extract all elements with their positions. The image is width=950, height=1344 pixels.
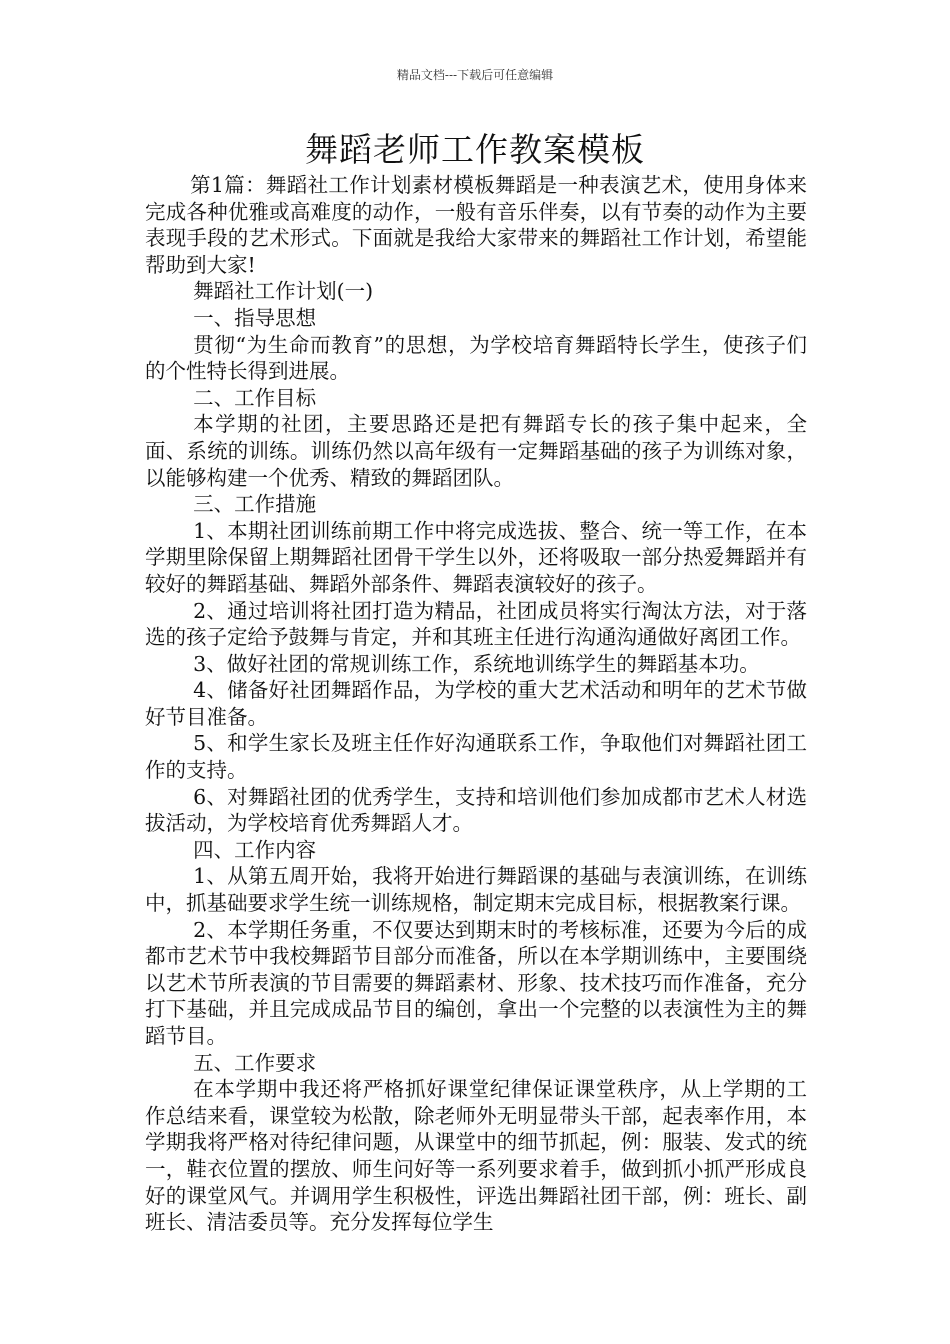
section-heading: 四、工作内容 — [193, 837, 317, 862]
document-body — [145, 172, 807, 1236]
list-item: 5、和学生家长及班主任作好沟通联系工作，争取他们对舞蹈社团工作的支持。 — [145, 731, 807, 783]
body-paragraph: 本学期的社团，主要思路还是把有舞蹈专长的孩子集中起来，全面、系统的训练。训练仍然以高年级有一定舞蹈基础的孩子为训练对象，以能够构建一个优秀、精致的舞蹈团队。 — [145, 412, 807, 490]
intro-paragraph: 第1篇：舞蹈社工作计划素材模板舞蹈是一种表演艺术，使用身体来完成各种优雅或高难度的动作，一般有音乐伴奏，以有节奏的动作为主要表现手段的艺术形式。下面就是我给大家带来的舞蹈社工作计划，希望能帮助到大家! — [145, 173, 807, 277]
list-item: 2、本学期任务重，不仅要达到期末时的考核标准，还要为今后的成都市艺术节中我校舞蹈节目部分而准备，所以在本学期训练中，主要围绕以艺术节所表演的节目需要的舞蹈素材、形象、技术技巧而作准备，充分打下基础，并且完成成品节目的编创，拿出一个完整的以表演性为主的舞蹈节目。 — [145, 917, 807, 1048]
list-item: 1、本期社团训练前期工作中将完成选拔、整合、统一等工作，在本学期里除保留上期舞蹈社团骨干学生以外，还将吸取一部分热爱舞蹈并有较好的舞蹈基础、舞蹈外部条件、舞蹈表演较好的孩子。 — [145, 518, 807, 596]
document-title: 舞蹈老师工作教案模板 — [305, 130, 645, 169]
list-item: 2、通过培训将社团打造为精品，社团成员将实行淘汰方法，对于落选的孩子定给予鼓舞与肯定，并和其班主任进行沟通沟通做好离团工作。 — [145, 598, 807, 650]
section-heading: 五、工作要求 — [193, 1050, 317, 1075]
section-heading: 二、工作目标 — [193, 385, 317, 410]
list-item: 6、对舞蹈社团的优秀学生，支持和培训他们参加成都市艺术人材选拔活动，为学校培育优秀舞蹈人才。 — [145, 784, 807, 836]
body-paragraph: 贯彻“为生命而教育”的思想，为学校培育舞蹈特长学生，使孩子们的个性特长得到进展。 — [145, 332, 807, 384]
list-item: 1、从第五周开始，我将开始进行舞蹈课的基础与表演训练，在训练中，抓基础要求学生统一训练规格，制定期末完成目标，根据教案行课。 — [145, 864, 807, 916]
list-item: 4、储备好社团舞蹈作品，为学校的重大艺术活动和明年的艺术节做好节目准备。 — [145, 678, 807, 729]
plan-subtitle: 舞蹈社工作计划(一) — [193, 279, 374, 304]
section-heading: 一、指导思想 — [193, 305, 317, 330]
body-paragraph: 在本学期中我还将严格抓好课堂纪律保证课堂秩序，从上学期的工作总结来看，课堂较为松散，除老师外无明显带头干部，起表率作用，本学期我将严格对待纪律问题，从课堂中的细节抓起，例：服装、发式的统一，鞋衣位置的摆放、师生问好等一系列要求着手，做到抓小抓严形成良好的课堂风气。并调用学生积极性，评选出舞蹈社团干部，例：班长、副班长、清洁委员等。充分发挥每位学生 — [145, 1077, 807, 1235]
list-item: 3、做好社团的常规训练工作，系统地训练学生的舞蹈基本功。 — [193, 651, 760, 676]
page-header-note: 精品文档---下载后可任意编辑 — [396, 68, 554, 82]
section-heading: 三、工作措施 — [193, 492, 317, 517]
